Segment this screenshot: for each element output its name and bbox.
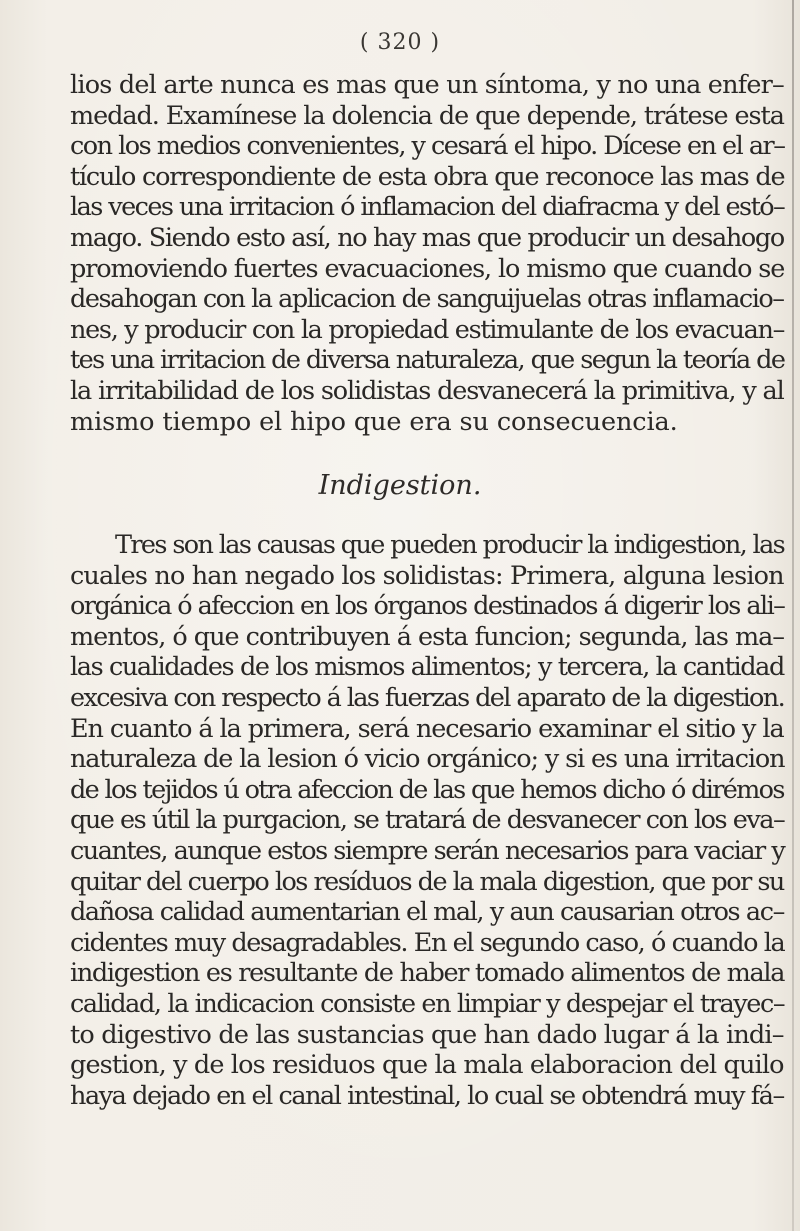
text-line: mentos, ó que contribuyen á esta funcion; segunda, las ma–	[70, 621, 785, 652]
text-line: mago. Siendo esto así, no hay mas que producir un desahogo	[70, 222, 784, 253]
text-line: con los medios convenientes, y cesará el hipo. Dícese en el ar–	[70, 131, 785, 162]
text-line: excesiva con respecto á las fuerzas del aparato de la digestion.	[70, 682, 785, 713]
text-line: cuantes, aunque estos siempre serán necesarios para vaciar y	[70, 835, 785, 866]
text-line: desahogan con la aplicacion de sanguijuelas otras inflamacio–	[70, 284, 784, 315]
text-line: haya dejado en el canal intestinal, lo cual se obtendrá muy fá–	[70, 1080, 784, 1111]
text-line: tículo correspondiente de esta obra que reconoce las mas de	[70, 161, 785, 192]
text-line: las cualidades de los mismos alimentos; y tercera, la cantidad	[70, 652, 784, 683]
text-line: dañosa calidad aumentarian el mal, y aun causarian otros ac–	[70, 897, 784, 928]
text-line: medad. Examínese la dolencia de que depende, trátese esta	[70, 100, 784, 131]
text-line: que es útil la purgacion, se tratará de desvanecer con los eva–	[70, 805, 785, 836]
text-line: las veces una irritacion ó inflamacion del diafracma y del estó–	[70, 192, 785, 223]
paragraph-2	[70, 530, 798, 1111]
text-line: indigestion es resultante de haber tomado alimentos de mala	[70, 958, 785, 989]
paragraph-1	[70, 70, 798, 437]
text-line: tes una irritacion de diversa naturaleza, que segun la teoría de	[70, 345, 785, 376]
text-line: naturaleza de la lesion ó vicio orgánico; y si es una irritacion	[70, 744, 785, 775]
text-line: mismo tiempo el hipo que era su consecuencia.	[70, 406, 678, 437]
text-line: lios del arte nunca es mas que un síntoma, y no una enfer–	[70, 70, 784, 100]
text-line: nes, y producir con la propiedad estimulante de los evacuan–	[70, 314, 785, 345]
text-line: la irritabilidad de los solidistas desvanecerá la primitiva, y al	[70, 375, 784, 406]
page-number: ( 320 )	[359, 30, 441, 55]
text-line: cidentes muy desagradables. En el segundo caso, ó cuando la	[70, 927, 785, 958]
text-line: cuales no han negado los solidistas: Primera, alguna lesion	[70, 560, 784, 591]
text-line: quitar del cuerpo los resíduos de la mala digestion, que por su	[70, 866, 784, 897]
text-line: calidad, la indicacion consiste en limpiar y despejar el trayec–	[70, 988, 785, 1019]
text-line: Tres son las causas que pueden producir la indigestion, las	[115, 530, 785, 560]
text-line: En cuanto á la primera, será necesario examinar el sitio y la	[70, 713, 784, 744]
text-line: gestion, y de los residuos que la mala elaboracion del quilo	[70, 1050, 784, 1081]
text-line: orgánica ó afeccion en los órganos destinados á digerir los ali–	[70, 591, 785, 622]
text-line: promoviendo fuertes evacuaciones, lo mismo que cuando se	[70, 253, 785, 284]
text-line: de los tejidos ú otra afeccion de las que hemos dicho ó dirémos	[70, 774, 784, 805]
section-heading: Indigestion.	[318, 470, 482, 501]
text-line: to digestivo de las sustancias que han dado lugar á la indi–	[70, 1019, 784, 1050]
